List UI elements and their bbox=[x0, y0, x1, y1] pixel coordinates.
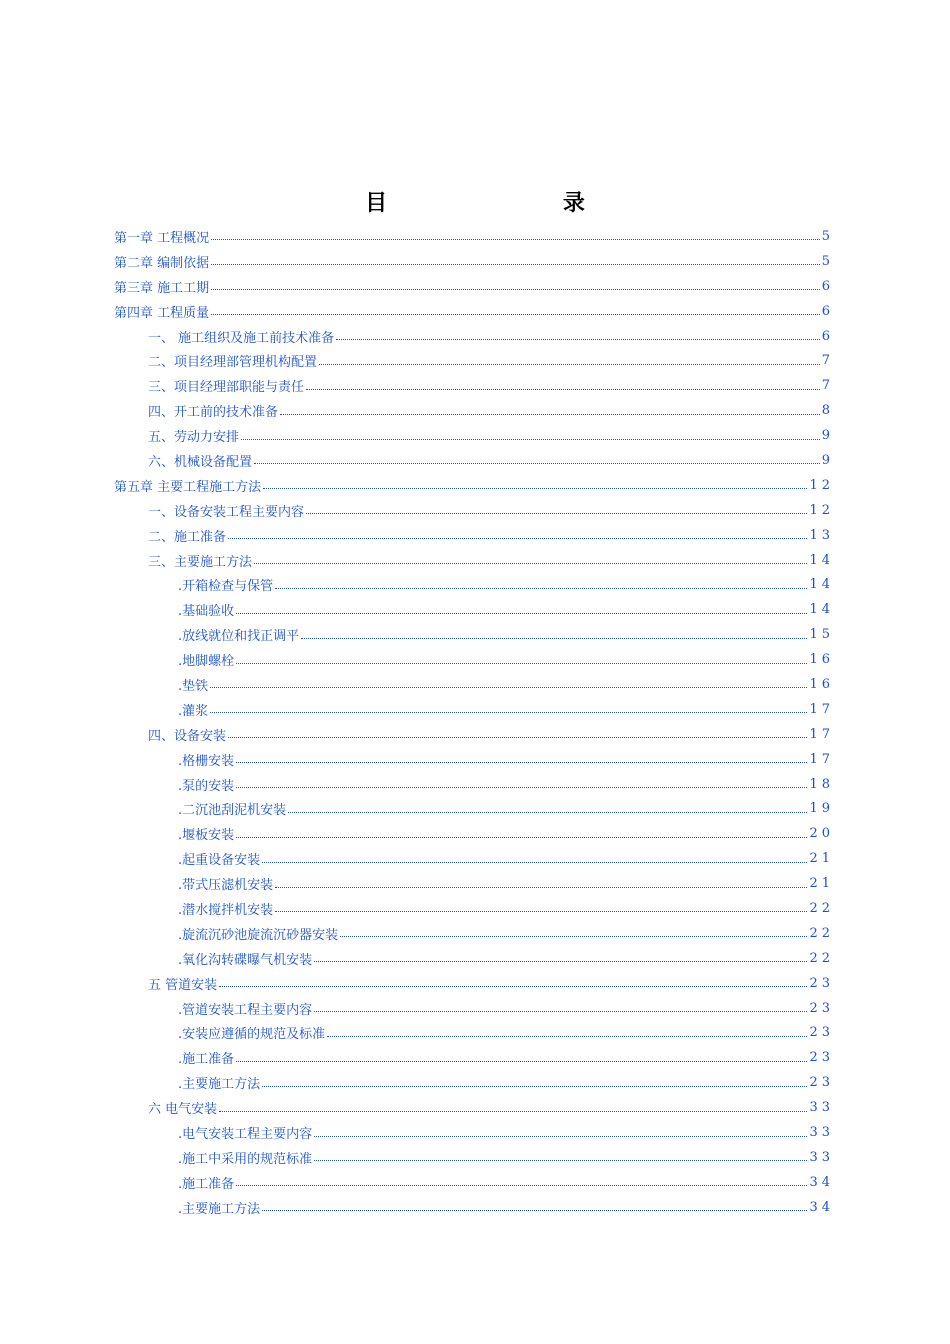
toc-entry[interactable] bbox=[114, 572, 834, 597]
toc-entry[interactable] bbox=[114, 1120, 834, 1145]
dot-leader bbox=[314, 1010, 807, 1012]
toc-entry-page-number: 6 bbox=[821, 303, 834, 319]
toc-entry-page-number: 15 bbox=[809, 627, 834, 643]
toc-entry[interactable] bbox=[114, 846, 834, 871]
dot-leader bbox=[241, 438, 820, 440]
toc-entry-page-number: 7 bbox=[821, 353, 834, 369]
toc-entry-page-number: 22 bbox=[809, 950, 834, 966]
dot-leader bbox=[254, 462, 820, 464]
toc-entry-page-number: 6 bbox=[821, 278, 834, 294]
toc-entry[interactable] bbox=[114, 821, 834, 846]
toc-entry-label: .主要施工方法 bbox=[178, 1201, 261, 1217]
dot-leader bbox=[254, 562, 807, 564]
dot-leader bbox=[262, 861, 807, 863]
toc-entry-label: .施工中采用的规范标准 bbox=[178, 1151, 313, 1167]
toc-entry-page-number: 23 bbox=[809, 1050, 834, 1066]
toc-entry-page-number: 23 bbox=[809, 1025, 834, 1041]
toc-entry[interactable] bbox=[114, 971, 834, 996]
toc-entry[interactable] bbox=[114, 1195, 834, 1220]
toc-entry-label: .带式压滤机安装 bbox=[178, 878, 274, 894]
toc-entry-label: .起重设备安装 bbox=[178, 853, 261, 869]
toc-entry-page-number: 23 bbox=[809, 1000, 834, 1016]
toc-entry[interactable] bbox=[114, 672, 834, 697]
toc-entry[interactable] bbox=[114, 423, 834, 448]
dot-leader bbox=[219, 985, 807, 987]
toc-entry-label: 四、设备安装 bbox=[148, 728, 227, 744]
toc-entry[interactable] bbox=[114, 871, 834, 896]
dot-leader bbox=[314, 960, 807, 962]
toc-entry-page-number: 23 bbox=[809, 975, 834, 991]
toc-entry[interactable] bbox=[114, 946, 834, 971]
toc-entry[interactable] bbox=[114, 224, 834, 249]
toc-entry-label: 第二章 编制依据 bbox=[114, 255, 210, 271]
toc-entry-page-number: 33 bbox=[809, 1149, 834, 1165]
toc-entry[interactable] bbox=[114, 747, 834, 772]
toc-entry-label: 第三章 施工工期 bbox=[114, 280, 210, 296]
dot-leader bbox=[340, 935, 807, 937]
toc-entry[interactable] bbox=[114, 772, 834, 797]
toc-entry-page-number: 14 bbox=[809, 602, 834, 618]
dot-leader bbox=[236, 836, 807, 838]
dot-leader bbox=[236, 1184, 807, 1186]
toc-entry[interactable] bbox=[114, 348, 834, 373]
dot-leader bbox=[301, 637, 807, 639]
toc-entry-page-number: 33 bbox=[809, 1125, 834, 1140]
toc-entry-label: .垫铁 bbox=[178, 678, 209, 694]
toc-entry-page-number: 18 bbox=[809, 776, 834, 792]
toc-entry[interactable] bbox=[114, 498, 834, 523]
dot-leader bbox=[228, 537, 807, 539]
toc-entry-label: .主要施工方法 bbox=[178, 1077, 261, 1093]
dot-leader bbox=[236, 1060, 807, 1062]
toc-entry-page-number: 12 bbox=[809, 477, 834, 493]
toc-entry-page-number: 16 bbox=[809, 676, 834, 692]
toc-title: 目 录 bbox=[365, 191, 669, 216]
toc-entry-page-number: 9 bbox=[821, 428, 834, 444]
toc-entry-page-number: 5 bbox=[821, 253, 834, 269]
dot-leader bbox=[219, 1110, 807, 1112]
toc-entry[interactable] bbox=[114, 622, 834, 647]
toc-entry-page-number: 13 bbox=[809, 527, 834, 543]
toc-entry-label: .电气安装工程主要内容 bbox=[178, 1127, 313, 1142]
toc-entry[interactable] bbox=[114, 597, 834, 622]
dot-leader bbox=[306, 388, 820, 390]
dot-leader bbox=[236, 761, 807, 763]
dot-leader bbox=[236, 786, 807, 788]
toc-entry-label: .施工准备 bbox=[178, 1176, 235, 1192]
toc-entry-page-number: 12 bbox=[809, 502, 834, 518]
toc-entry-page-number: 34 bbox=[809, 1199, 834, 1215]
toc-entry-label: 第五章 主要工程施工方法 bbox=[114, 479, 262, 495]
toc-entry-page-number: 9 bbox=[821, 452, 834, 468]
dot-leader bbox=[228, 736, 807, 738]
dot-leader bbox=[275, 910, 807, 912]
toc-entry[interactable] bbox=[114, 722, 834, 747]
dot-leader bbox=[319, 363, 820, 365]
toc-entry-label: 一、 施工组织及施工前技术准备 bbox=[148, 330, 335, 346]
dot-leader bbox=[327, 1035, 807, 1037]
toc-entry[interactable] bbox=[114, 299, 834, 324]
toc-entry-label: .堰板安装 bbox=[178, 828, 235, 844]
dot-leader bbox=[262, 1209, 807, 1211]
toc-entry[interactable] bbox=[114, 324, 834, 349]
toc-entry-page-number: 16 bbox=[809, 652, 834, 668]
toc-entry-label: .格栅安装 bbox=[178, 753, 235, 769]
toc-entry-label: .基础验收 bbox=[178, 604, 235, 620]
toc-entry-page-number: 19 bbox=[809, 801, 834, 817]
toc-entry-label: 二、项目经理部管理机构配置 bbox=[148, 355, 318, 371]
toc-entry-label: .施工准备 bbox=[178, 1052, 235, 1068]
toc-entry[interactable] bbox=[114, 1045, 834, 1070]
toc-entry-label: .安装应遵循的规范及标准 bbox=[178, 1027, 326, 1043]
toc-entry-label: 三、主要施工方法 bbox=[148, 554, 253, 570]
table-of-contents bbox=[114, 224, 834, 1220]
toc-entry-label: .灌浆 bbox=[178, 703, 209, 719]
toc-entry-label: .旋流沉砂池旋流沉砂器安装 bbox=[178, 927, 339, 943]
toc-entry-label: .管道安装工程主要内容 bbox=[178, 1002, 313, 1018]
toc-entry[interactable] bbox=[114, 448, 834, 473]
dot-leader bbox=[314, 1159, 807, 1161]
toc-entry[interactable] bbox=[114, 647, 834, 672]
toc-entry-label: .二沉池刮泥机安装 bbox=[178, 803, 287, 819]
toc-entry-label: 五、劳动力安排 bbox=[148, 430, 240, 446]
toc-entry-label: .潜水搅拌机安装 bbox=[178, 902, 274, 918]
toc-entry-page-number: 22 bbox=[809, 925, 834, 941]
toc-entry-label: .氧化沟转碟曝气机安装 bbox=[178, 952, 313, 968]
toc-entry[interactable] bbox=[114, 1095, 834, 1120]
toc-entry[interactable] bbox=[114, 249, 834, 274]
toc-entry[interactable] bbox=[114, 473, 834, 498]
dot-leader bbox=[211, 238, 820, 240]
toc-entry-label: .泵的安装 bbox=[178, 778, 235, 794]
toc-entry-page-number: 17 bbox=[809, 751, 834, 767]
toc-entry-page-number: 14 bbox=[809, 577, 834, 593]
toc-entry[interactable] bbox=[114, 1021, 834, 1046]
toc-entry-page-number: 17 bbox=[809, 726, 834, 742]
toc-entry-label: 一、设备安装工程主要内容 bbox=[148, 504, 305, 520]
dot-leader bbox=[211, 288, 820, 290]
dot-leader bbox=[336, 338, 820, 340]
toc-entry[interactable] bbox=[114, 548, 834, 573]
toc-entry[interactable] bbox=[114, 398, 834, 423]
toc-entry-page-number: 21 bbox=[809, 851, 834, 867]
toc-entry-label: 二、施工准备 bbox=[148, 529, 227, 545]
toc-entry-label: 第四章 工程质量 bbox=[114, 305, 210, 321]
toc-entry[interactable] bbox=[114, 1145, 834, 1170]
dot-leader bbox=[210, 711, 807, 713]
toc-entry-label: 五 管道安装 bbox=[148, 977, 218, 993]
toc-entry-page-number: 17 bbox=[809, 701, 834, 717]
toc-entry-page-number: 5 bbox=[821, 228, 834, 244]
dot-leader bbox=[262, 1085, 807, 1087]
toc-entry-label: 三、项目经理部职能与责任 bbox=[148, 380, 305, 396]
toc-entry[interactable] bbox=[114, 274, 834, 299]
toc-entry[interactable] bbox=[114, 1170, 834, 1195]
dot-leader bbox=[280, 413, 820, 415]
toc-entry-page-number: 21 bbox=[809, 876, 834, 892]
toc-entry-page-number: 23 bbox=[809, 1075, 834, 1091]
toc-entry-page-number: 7 bbox=[821, 378, 834, 394]
toc-entry-label: 四、开工前的技术准备 bbox=[148, 405, 279, 421]
toc-entry-label: .地脚螺栓 bbox=[178, 654, 235, 670]
toc-entry-page-number: 14 bbox=[809, 552, 834, 568]
toc-entry-label: .放线就位和找正调平 bbox=[178, 629, 300, 645]
toc-entry[interactable] bbox=[114, 996, 834, 1021]
dot-leader bbox=[236, 612, 807, 614]
toc-entry[interactable] bbox=[114, 373, 834, 398]
dot-leader bbox=[211, 263, 820, 265]
toc-entry[interactable] bbox=[114, 921, 834, 946]
toc-entry[interactable] bbox=[114, 697, 834, 722]
toc-entry[interactable] bbox=[114, 896, 834, 921]
dot-leader bbox=[275, 587, 807, 589]
toc-entry-page-number: 33 bbox=[809, 1100, 834, 1116]
dot-leader bbox=[236, 662, 807, 664]
dot-leader bbox=[288, 811, 807, 813]
dot-leader bbox=[275, 886, 807, 888]
toc-entry-page-number: 22 bbox=[809, 900, 834, 916]
dot-leader bbox=[210, 686, 807, 688]
dot-leader bbox=[211, 313, 820, 315]
toc-entry-label: 六 电气安装 bbox=[148, 1102, 218, 1118]
toc-entry-page-number: 20 bbox=[809, 826, 834, 842]
toc-entry-page-number: 34 bbox=[809, 1174, 834, 1190]
toc-entry[interactable] bbox=[114, 796, 834, 821]
dot-leader bbox=[306, 512, 807, 514]
toc-entry[interactable] bbox=[114, 1070, 834, 1095]
toc-entry-label: 六、机械设备配置 bbox=[148, 454, 253, 470]
toc-entry-page-number: 8 bbox=[821, 403, 834, 419]
toc-entry-page-number: 6 bbox=[821, 328, 834, 344]
dot-leader bbox=[263, 487, 807, 489]
toc-entry-label: .开箱检查与保管 bbox=[178, 579, 274, 595]
toc-entry-label: 第一章 工程概况 bbox=[114, 230, 210, 246]
dot-leader bbox=[314, 1135, 807, 1137]
toc-entry[interactable] bbox=[114, 523, 834, 548]
